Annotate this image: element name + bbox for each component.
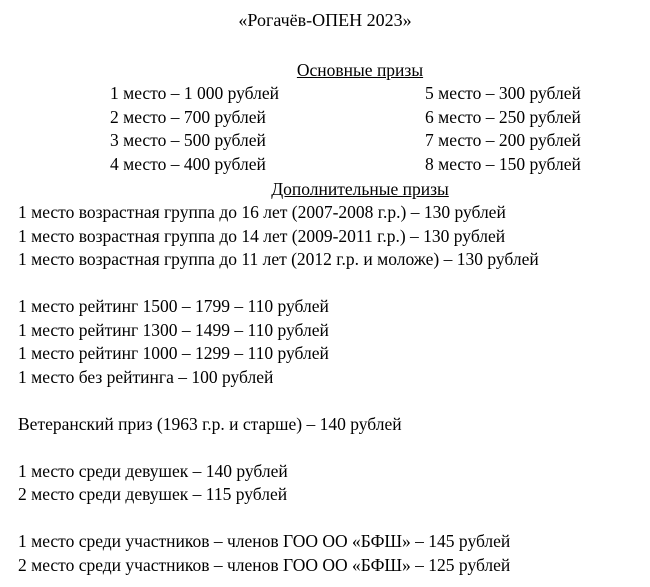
age-prize-line: 1 место возрастная группа до 16 лет (2007-2008 г.р.) – 130 рублей (18, 202, 506, 222)
spacer (18, 436, 648, 460)
rating-prize-line: 1 место рейтинг 1300 – 1499 – 110 рублей (18, 319, 329, 340)
members-prize-line: 2 место среди участников – членов ГОО ОО «БФШ» – 125 рублей (18, 554, 511, 575)
rating-prize-line: 1 место рейтинг 1500 – 1799 – 110 рублей (18, 296, 329, 316)
main-prize-line: 7 место – 200 рублей (425, 130, 581, 150)
document-title: «Рогачёв-ОПЕН 2023» (238, 10, 412, 30)
main-prize-line: 4 место – 400 рублей (110, 153, 266, 174)
main-prize-line: 8 место – 150 рублей (425, 153, 581, 174)
main-prizes-left-column (110, 82, 279, 176)
spacer (18, 389, 648, 413)
main-prize-line: 6 место – 250 рублей (425, 106, 581, 127)
spacer (18, 272, 648, 296)
extra-prizes-heading: Дополнительные призы (271, 179, 449, 199)
members-prize-line: 1 место среди участников – членов ГОО ОО «БФШ» – 145 рублей (18, 531, 511, 551)
main-prize-line: 2 место – 700 рублей (110, 106, 266, 127)
main-prize-line: 1 место – 1 000 рублей (110, 83, 279, 103)
girls-prize-line: 1 место среди девушек – 140 рублей (18, 460, 288, 481)
main-prize-line: 5 место – 300 рублей (425, 83, 581, 103)
rating-prize-line: 1 место без рейтинга – 100 рублей (18, 366, 274, 387)
main-prizes-heading: Основные призы (296, 60, 424, 80)
age-prize-line: 1 место возрастная группа до 11 лет (2012 г.р. и моложе) – 130 рублей (18, 249, 539, 269)
veteran-prize-line: Ветеранский приз (1963 г.р. и старше) – 140 рублей (18, 413, 402, 434)
age-prize-line: 1 место возрастная группа до 14 лет (2009-2011 г.р.) – 130 рублей (18, 225, 506, 246)
spacer (18, 507, 648, 531)
extra-prizes-list (18, 201, 648, 577)
girls-prize-line: 2 место среди девушек – 115 рублей (18, 484, 288, 504)
main-prize-line: 3 место – 500 рублей (110, 130, 266, 150)
main-prizes-right-column (425, 82, 581, 176)
rating-prize-line: 1 место рейтинг 1000 – 1299 – 110 рублей (18, 343, 329, 363)
